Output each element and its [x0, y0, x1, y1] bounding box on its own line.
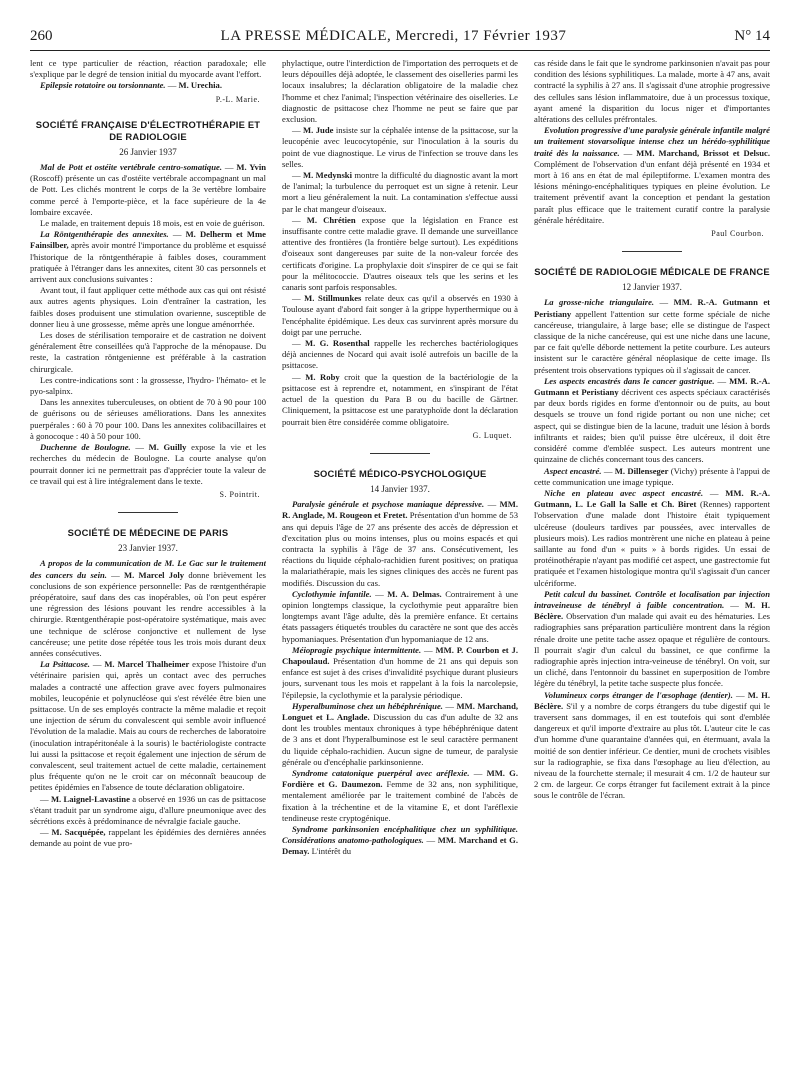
article-body: Contrairement à une opinion longtemps classique, la cyclothymie peut apparaître bien longtemps avant l'âge adulte, dès la première enfance. Et certains états passagers étiquetés troubles du caractère ne sont que des accès hypomaniaques. Présentation d'un hypomaniaque de 12 ans. — [282, 588, 518, 644]
article-body: appellent l'attention sur cette forme spéciale de niche cancéreuse, triangulaire, à large base; elle se distingue de l'aspect classique de la niche cancéreuse, qui est une niche dans une lacune, par ce fait qu'elle déborde nettement la petite courbure. Les auteurs insistent sur le caractère général néoplasique de cette image. Ils présentent trois observations typiques où il s'agissait de cancer. — [534, 308, 770, 375]
signature: G. Luquet. — [472, 430, 512, 440]
article-heading: Les aspects encastrés dans le cancer gastrique. — [544, 375, 715, 386]
article-body: Femme de 32 ans, non syphilitique, mentalement améliorée par le traitement combiné de l'abcès de fixation à la tréchentine et de la vitamine E, et dont l'aréflexie tendineuse reste cryptogénique. — [282, 779, 518, 823]
article-author: M. Marcel Thalheimer — [104, 659, 190, 670]
column-3 — [534, 58, 770, 1070]
article-heading: Cyclothymie infantile. — [292, 588, 372, 599]
paragraph: phylactique, outre l'interdiction de l'importation des perroquets et de leurs dépouilles déjà adoptée, le classement des oiselleries parmi les locaux insalubres; la déclaration obligatoire de la maladie chez l'homme et chez l'animal; l'inspection vétérinaire des oiselleries. Le diagnostic de psittacose chez l'homme ne peut se faire que par exclusion. — [282, 58, 518, 125]
article-author: MM. G. Fordière et G. Daumezon. — [282, 767, 518, 790]
article-petit-calcul: Petit calcul du bassinet. Contrôle et localisation par injection intraveineuse de ténébryl à faible concentration. — M. H. Béclère. Observation d'un malade qui avait eu des hématuries. Les radiographies sans préparation particulière montrent dans la région rénale droite une petite tache assez opaque et régulière de contours. Il pourrait s'agir d'un calcul du bassinet, ce que confirme la radiographie après injection intra-veineuse de ténébryl. On voit, sur un cliché, dans l'entonnoir du bassinet en superposition de l'ombre légère du ténébryl, la petite tache suspecte plus foncée. — [534, 588, 770, 689]
article-author: M. Chrétien — [306, 214, 356, 225]
article-heading: Syndrome catatonique puerpéral avec aréflexie. — [292, 767, 470, 778]
article-body: montre la difficulté du diagnostic avant la mort de l'animal; la turbulence du perroquet est un signe à retenir. Leur mort a lieu généralement la nuit. La contamination s'effectue aussi par le chat mangeur d'oiseaux. — [282, 170, 518, 214]
article-aspects-encastres: Les aspects encastrés dans le cancer gastrique. — MM. R.-A. Gutmann et Peristiany décrivent ces aspects spéciaux caractérisés par deux bords rigides en forme d'entonnoir ou de puits, au bout desquels se trouve un fond rigide portant ou non une niche; cet aspect, qui se distingue bien de la lacune, traduit une lésion à bords infiltrants et raides; bien qu'il puisse être ulcéreux, il doit être considéré comme d'emblée suspect. Les auteurs montrent une quinzaine de clichés concernant tous des cancers. — [534, 375, 770, 465]
paragraph: — M. G. Rosenthal rappelle les recherches bactériologiques déjà anciennes de Nocard qui avait isolé autrefois un bacille de la psittacose. — [282, 338, 518, 371]
paragraph: Dans les annexites tuberculeuses, on obtient de 70 à 90 pour 100 de guérisons ou de sérieuses améliorations. Dans les annexites puerpérales : 60 à 70 pour 100. Dans les annexites colibacillaires et à gonocoque : 40 à 50 pour 100. — [30, 397, 266, 441]
article-body: insiste sur la céphalée intense de la psittacose, sur la leucopénie avec leucocytopénie, sur l'inoculation à la souris du point de vue diagnostique. Le virus de l'infection se trouve dans les selles. — [282, 125, 518, 169]
article-heading: Syndrome parkinsonien encéphalitique chez un syphilitique. Considérations anatomo-pathologiques. — [282, 824, 518, 846]
article-body: S'il y a nombre de corps étrangers du tube digestif qui le traversent sans dommages, il en est toutefois qui sont d'emblée dangereux et qu'il importe d'extraire au plus tôt. L'auteur cite le cas d'un homme d'une quarantaine d'années qui, en étermuant, avala la moitié de son dentier inférieur. Ce dentier, muni de crochets visibles sur la radiographie, se fixa dans l'œsophage au lieu d'élection, au niveau de la fourchette sternale; il mesurait 4 cm. 1/2 de hauteur sur 2 cm. de largeur. Ce corps étranger fut facilement extrait à la pince sous le contrôle de l'écran. — [534, 700, 770, 801]
article-author: M. Laignel-Lavastine — [50, 793, 130, 804]
paragraph: Le malade, en traitement depuis 18 mois, est en voie de guérison. — [40, 218, 265, 229]
section-date: 23 Janvier 1937. — [118, 543, 178, 554]
section-title: SOCIÉTÉ MÉDICO-PSYCHOLOGIQUE — [313, 467, 487, 479]
paragraph: — M. Roby croit que la question de la bactériologie de la psittacose est à reprendre et, notamment, en s'inspirant de l'état actuel de la question du Para B ou du bacille de Gärtner. Cliniquement, la psittacose est une paratyphoïde dont la déclaration pourrait bien être considérée comme obligatoire. — [282, 371, 518, 427]
article-rontgentherapie: La Röntgenthérapie des annexites. — M. Delherm et Mme Fainsilber, après avoir montré l'importance du problème et esquissé l'historique de la röntgenthérapie à faibles doses, couramment pratiquée à l'étranger dans les annexites, citent 30 cas personnels et arrivent aux conclusions suivantes : — [30, 229, 266, 285]
article-heading: Volumineux corps étranger de l'œsophage (dentier). — [544, 689, 733, 700]
article-duchenne: Duchenne de Boulogne. — M. Guilly expose la vie et les recherches du médecin de Boulogne. La courte analyse qu'on pourrait donner ici ne permettrait pas d'apprécier toute la valeur de ce travail qui est à lire intégralement dans le texte. — [30, 442, 266, 486]
article-catatonique: Syndrome catatonique puerpéral avec aréflexie. — MM. G. Fordière et G. Daumezon. Femme de 32 ans, non syphilitique, mentalement améliorée par le traitement combiné de l'abcès de fixation à la tréchentine et de la vitamine E, et dont l'aréflexie tendineuse reste cryptogénique. — [282, 767, 518, 823]
section-title: SOCIÉTÉ DE RADIOLOGIE MÉDICALE DE FRANCE — [534, 266, 770, 278]
article-epilepsie: Epilepsie rotatoire ou torsionnante. — M. Urechia. — [40, 80, 222, 91]
article-grosse-niche: La grosse-niche triangulaire. — MM. R.-A. Gutmann et Peristiany appellent l'attention sur cette forme spéciale de niche cancéreuse, triangulaire, à large base; elle se distingue de l'aspect classique de la niche cancéreuse, qui est une niche dans une lacune, par ce fait qu'elle déborde nettement la petite courbure. Les auteurs insistent sur le caractère général néoplasique de cette image. Ils présentent trois observations typiques où il s'agissait de cancer. — [534, 297, 770, 375]
paragraph: Avant tout, il faut appliquer cette méthode aux cas qui ont résisté aux autres agents physiques. Loin d'entraîner la castration, les faibles doses produisent une stimulation ovarienne, susceptible de donner lieu à une grossesse, même après une longue aménorrhée. — [30, 285, 266, 329]
article-heading: Evolution progressive d'une paralysie générale infantile malgré un traitement stovarsolique intense chez un hérédo-syphilitique traité dès la naissance. — [534, 125, 770, 158]
article-author: M. Yvin — [236, 162, 266, 173]
article-author: M. A. Delmas. — [387, 588, 442, 599]
article-body: expose la vie et les recherches du médecin de Boulogne. La courte analyse qu'on pourrait donner ici ne permettrait pas d'apprécier toute la valeur de ce travail qui est à lire intégralement dans le texte. — [30, 442, 266, 486]
article-author: MM. P. Courbon et J. Chapoulaud. — [282, 644, 518, 666]
article-heading: Niche en plateau avec aspect encastré. — [544, 487, 704, 498]
article-columns — [30, 58, 770, 1070]
article-author: MM. R.-A. Gutmann et Peristiany — [534, 375, 770, 398]
signature: Paul Courbon. — [711, 229, 764, 239]
article-heading: Méiopragie psychique intermittente. — [292, 644, 422, 655]
section-date: 26 Janvier 1937 — [119, 146, 177, 157]
signature: S. Pointrit. — [219, 489, 260, 499]
page-header — [30, 28, 770, 51]
article-hyperalbuminose: Hyperalbuminose chez un hébéphrénique. — MM. Marchand, Longuet et L. Anglade. Discussion du cas d'un adulte de 32 ans dont les troubles mentaux chroniques à type hébéphrénique datent de 3 ans et dont l'hyperalbuminose est le seul caractère permanent du liquide céphalo-rachidien. Aucun signe de tumeur, de paralysie générale ou d'encéphalie parkinsonienne. — [282, 700, 518, 767]
article-psittacose: La Psittacose. — M. Marcel Thalheimer expose l'histoire d'un vétérinaire parisien qui, après un contact avec des perruches malades a contracté une affection grave avec foyers pulmonaires mobiles, leucopénie et polynucléose qui s'est révélée être bien une psittacose. Un de ses employés contracte la même maladie et reçoit une injection de sérum du convalescent qui semble avoir influencé l'évolution de la maladie. Mais au cours de recherches de laboratoire (inoculation intrapéritonéale à la souris) le bactériologiste contracte lui aussi la psittacose et reçoit également une injection de sérum de convalescent, seul traitement actuel de cette maladie, certainement plus fréquente qu'on ne le croit car on méconnaît beaucoup de petites épidémies en l'absence de toute déclaration obligatoire. — [30, 659, 266, 793]
signature: P.-L. Marie. — [215, 94, 260, 104]
paragraph: Les contre-indications sont : la grossesse, l'hydro- l'hémato- et le pyo-salpinx. — [30, 374, 266, 397]
paragraph: — M. Jude insiste sur la céphalée intense de la psittacose, sur la leucopénie avec leucocytopénie, sur l'inoculation à la souris du point de vue diagnostique. Le virus de l'infection se trouve dans les selles. — [282, 125, 518, 169]
section-divider — [118, 512, 178, 513]
paragraph: — M. Stillmunkes relate deux cas qu'il a observés en 1930 à Toulouse ayant d'abord fait songer à la grippe hyperthermique ou à l'encéphalite épidémique. Les deux cas survinrent après morsure du doigt par une perruche. — [282, 293, 518, 337]
article-author: M. H. Béclère. — [534, 689, 770, 711]
column-2 — [282, 58, 518, 1070]
article-author: MM. Marchand, Brissot et Delsuc. — [636, 147, 770, 158]
article-body: relate deux cas qu'il a observés en 1930 à Toulouse ayant d'abord fait songer à la grippe hyperthermique ou à l'encéphalite épidémique. Les deux cas survinrent après morsure du doigt par une perruche. — [282, 293, 518, 337]
article-body: Présentation d'un homme de 53 ans qui depuis l'âge de 27 ans présente des accès de dépression et d'excitation plus ou moins intenses, plus ou moins espacés et qui contracta la syphilis à l'âge de 37 ans. Consécutivement, les réactions du liquide céphalo-rachidien furent positives; on pratiqua la malariathérapie, mais les signes cliniques des accès ne furent pas modifiés. Discussion du cas. — [282, 510, 518, 588]
article-body: décrivent ces aspects spéciaux caractérisés par deux bords rigides en forme d'entonnoir ou de puits, au bout desquels se trouve un fond rigide portant ou non une niche; cet aspect, qui se distingue bien de la lacune, traduit une lésion à bords infiltrants et raides; bien qu'il puisse être ulcéreux, il doit être considéré comme d'emblée suspect. Les auteurs montrent une quinzaine de clichés concernant tous des cancers. — [534, 387, 770, 465]
article-author: M. Delherm et Mme Fainsilber, — [30, 229, 266, 251]
section-date: 14 Janvier 1937. — [370, 483, 430, 494]
article-author: MM. R.-A. Gutmann et Peristiany — [534, 297, 770, 319]
article-body: croit que la question de la bactériologie de la psittacose est à reprendre et, notamment, en s'inspirant de l'état actuel de la question du Para B ou du bacille de Gärtner. Cliniquement, la psittacose est une paratyphoïde dont la déclaration pourrait bien être considérée comme obligatoire. — [282, 371, 518, 427]
paragraph: — M. Laignel-Lavastine a observé en 1936 un cas de psittacose s'étant traduit par un syndrome aigu, d'allure pneumonique avec des sécrétions excès à prédominance de névralgie faciale gauche. — [30, 793, 266, 826]
page-number: 260 — [30, 28, 53, 44]
article-body: (Rennes) rapportent l'observation d'une malade dont l'histoire était typiquement ulcéreuse (douleurs tardives par poussées, avec intervalles de plusieurs mois). Les radios montrèrent une niche en plateau à peine saillante au fond d'un « puits » à bords rigides. Un essai de protéinothérapie n'ayant pas modifié cet aspect, une gastrectomie fut pratiquée et l'examen histologique montra qu'il s'agissait d'un cancer ulcériforme. — [534, 499, 770, 588]
paragraph: Les doses de stérilisation temporaire et de castration ne doivent généralement être conseillées qu'à l'approche de la ménopause. Du reste, la castration röntgenienne est préférable à la castration chirurgicale. — [30, 330, 266, 374]
article-body: Observation d'un malade qui avait eu des hématuries. Les radiographies sans préparation particulière montrent dans la région rénale droite une petite tache assez opaque et régulière de contours. Il pourrait s'agir d'un calcul du bassinet, ce que confirme la radiographie après injection intra-veineuse de ténébryl. On voit, sur un cliché, dans l'entonnoir du bassinet en superposition de l'ombre légère du ténébryl, la petite tache suspecte plus foncée. — [534, 611, 770, 689]
section-divider — [370, 453, 430, 454]
article-parkinsonien: Syndrome parkinsonien encéphalitique chez un syphilitique. Considérations anatomo-pathologiques. — MM. Marchand et G. Demay. L'intérêt du — [282, 824, 518, 857]
column-1 — [30, 58, 266, 1070]
article-author: M. Sacquépée, — [51, 827, 106, 838]
article-cancers-du-sein: A propos de la communication de M. Le Gac sur le traitement des cancers du sein. — M. Marcel Joly donne brièvement les conclusions de son expérience personnelle: Pas de rœntgenthérapie préopératoire, sauf dans des cas inopérables, où l'on peut espérer une régression des lésions pouvant les rendre accessibles à la chirurgie. Rœntgenthérapie post-opératoire systématique, mais avec une technique de sclérose conjonctive et nullement de lyse cancéreuse; une petite dose répétée tous les trois mois durant deux années consécutives. — [30, 558, 266, 658]
paragraph: — M. Chrétien expose que la législation en France est insuffisante contre cette maladie grave. Il demande une surveillance attentive des frontières (la frontière belge surtout). Les expéditions d'oiseaux sont dangereuses par suite de la non-valeur forcée des certificats d'origine. La prophylaxie doit s'inspirer de ce qui se fait pour la mélitococcie. D'autres oiseaux tels que les serins et les canaris sont parfois responsables. — [282, 214, 518, 293]
issue-number: N° 14 — [734, 28, 770, 44]
article-aspect-encastre: Aspect encastré. — M. Dillenseger (Vichy) présente à l'appui de cette communication une image typique. — [534, 465, 770, 487]
article-evolution-progressive: Evolution progressive d'une paralysie générale infantile malgré un traitement stovarsolique intense chez un hérédo-syphilitique traité dès la naissance. — MM. Marchand, Brissot et Delsuc. Complément de l'observation d'un enfant déjà présenté en 1934 et mort à 16 ans en état de mal épileptiforme. L'examen montra des lésions méningo-encéphalitiques typiques en pleine évolution. Le traitement préventif avant la conception et pendant la gestation paraît plus efficace que le traitement curatif contre la paralysie générale héréditaire. — [534, 125, 770, 225]
article-heading: La Psittacose. — [40, 659, 90, 670]
article-author: M. Guilly — [148, 442, 187, 453]
section-title: SOCIÉTÉ FRANÇAISE D'ÉLECTROTHÉRAPIE ET DE RADIOLOGIE — [35, 118, 261, 142]
article-body: a observé en 1936 un cas de psittacose s'étant traduit par un syndrome aigu, d'allure pneumonique avec des sécrétions excès à prédominance de névralgie faciale gauche. — [30, 793, 266, 826]
article-heading: Paralysie générale et psychose maniaque dépressive. — [292, 499, 485, 510]
article-body: expose l'histoire d'un vétérinaire parisien qui, après un contact avec des perruches malades a contracté une affection grave avec foyers pulmonaires mobiles, leucopénie et polynucléose qui s'est révélée être bien une psittacose. Un de ses employés contracte la même maladie et reçoit une injection de sérum du convalescent qui semble avoir influencé l'évolution de la maladie. Mais au cours de recherches de laboratoire (inoculation intrapéritonéale à la souris) le bactériologiste contracte lui aussi la psittacose et reçoit également une injection de sérum de convalescent, seul traitement actuel de cette maladie, certainement plus fréquente qu'on ne le croit car on méconnaît beaucoup de petites épidémies en l'absence de toute déclaration obligatoire. — [30, 659, 266, 793]
paragraph: cas réside dans le fait que le syndrome parkinsonien n'avait pas pour condition des lésions syphilitiques. La malade, morte à 47 ans, avait contracté la syphilis à 27 ans. Il s'agissait d'une atrophie progressive des cellules sans lésion inflammatoire, due à un processus toxique, ayant amené la disparition du locus niger et d'importantes altérations des cellules préfrontales. — [534, 58, 770, 125]
article-heading: Hyperalbuminose chez un hébéphrénique. — [292, 700, 443, 711]
article-author: M. Stillmunkes — [304, 293, 362, 304]
article-body: L'intérêt du — [311, 846, 352, 857]
journal-title: LA PRESSE MÉDICALE, Mercredi, 17 Février 1937 — [220, 28, 567, 44]
article-author: M. G. Rosenthal — [305, 338, 370, 349]
article-cyclothymie: Cyclothymie infantile. — M. A. Delmas. Contrairement à une opinion longtemps classique, la cyclothymie peut apparaître bien longtemps avant l'âge adulte, dès la première enfance. Et certains états passagers étiquetés troubles du caractère ne sont que des accès hypomaniaques. Présentation d'un hypomaniaque de 12 ans. — [282, 588, 518, 644]
article-author: MM. Marchand et G. Demay. — [282, 835, 518, 857]
article-body: après avoir montré l'importance du problème et esquissé l'historique de la röntgenthérapie à faibles doses, couramment pratiquée à l'étranger dans les annexites, citent 30 cas personnels et arrivent aux conclusions suivantes : — [30, 240, 266, 285]
article-heading: La grosse-niche triangulaire. — [544, 297, 655, 308]
article-author: MM. Marchand, Longuet et L. Anglade. — [282, 700, 518, 722]
paragraph: lent ce type particulier de réaction, réaction paradoxale; elle s'explique par le degré de tension initial du myocarde avant l'effort. — [30, 58, 266, 80]
article-body: rappelant les épidémies des dernières années demande au point de vue pro- — [30, 827, 266, 849]
article-paralysie-generale: Paralysie générale et psychose maniaque dépressive. — MM. R. Anglade, M. Rougeon et Fretet. Présentation d'un homme de 53 ans qui depuis l'âge de 27 ans présente des accès de dépression et d'excitation plus ou moins intenses, plus ou moins espacés et qui contracta la syphilis à l'âge de 37 ans. Consécutivement, les réactions du liquide céphalo-rachidien furent positives; on pratiqua la malariathérapie, mais les signes cliniques des accès ne furent pas modifiés. Discussion du cas. — [282, 499, 518, 588]
article-author: M. Medynski — [303, 170, 352, 181]
article-author: M. H. Béclère. — [534, 599, 770, 622]
section-title: SOCIÉTÉ DE MÉDECINE DE PARIS — [67, 527, 229, 539]
article-mal-de-pott: Mal de Pott et ostéite vertébrale centro-somatique. — M. Yvin (Roscoff) présente un cas d'ostéite vertébrale accompagnant un mal de Pott. Les clichés montrent le corps de la 3e vertèbre lombaire comme percé à l'emporte-pièce, et la face supérieure de la 4e lombaire excavée. — [30, 162, 266, 217]
article-meiopragie: Méiopragie psychique intermittente. — MM. P. Courbon et J. Chapoulaud. Présentation d'un homme de 21 ans qui depuis son enfance est sujet à des crises d'invalidité psychique durant plusieurs jours, survenant tous les mois et rappelant à la fois la narcolepsie, l'épilepsie, la cyclothymie et la paralysie périodique. — [282, 644, 518, 700]
section-date: 12 Janvier 1937. — [622, 282, 682, 293]
article-heading: Duchenne de Boulogne. — [40, 442, 131, 453]
article-body: rappelle les recherches bactériologiques déjà anciennes de Nocard qui avait isolé autrefois un bacille de la psittacose. — [282, 338, 518, 371]
article-body: (Vichy) présente à l'appui de cette communication une image typique. — [534, 465, 770, 487]
paragraph: — M. Sacquépée, rappelant les épidémies des dernières années demande au point de vue pro- — [30, 827, 266, 849]
article-author: MM. R.-A. Gutmann, L. Le Gall la Salle et Ch. Biret — [534, 487, 770, 510]
article-author: MM. R. Anglade, M. Rougeon et Fretet. — [282, 499, 518, 521]
article-author: M. Marcel Joly — [123, 569, 185, 580]
paragraph: — M. Medynski montre la difficulté du diagnostic avant la mort de l'animal; la turbulence du perroquet est un signe à retenir. Leur mort a lieu généralement la nuit. La contamination s'effectue aussi par le chat mangeur d'oiseaux. — [282, 170, 518, 214]
article-author: M. Urechia. — [178, 80, 222, 91]
article-author: M. Roby — [305, 371, 340, 382]
article-heading: Aspect encastré. — [544, 465, 602, 476]
article-corps-etranger: Volumineux corps étranger de l'œsophage (dentier). — M. H. Béclère. S'il y a nombre de corps étrangers du tube digestif qui le traversent sans dommages, il en est toutefois qui sont d'emblée dangereux et qu'il importe d'extraire au plus tôt. L'auteur cite le cas d'un homme d'une quarantaine d'années qui, en étermuant, avala la moitié de son dentier inférieur. Ce dentier, muni de crochets visibles sur la radiographie, se fixa dans l'œsophage au lieu d'élection, au niveau de la fourchette sternale; il mesurait 4 cm. 1/2 de hauteur sur 2 cm. de largeur. Ce corps étranger fut facilement extrait à la pince sous le contrôle de l'écran. — [534, 689, 770, 801]
article-body: (Roscoff) présente un cas d'ostéite vertébrale accompagnant un mal de Pott. Les clichés montrent le corps de la 3e vertèbre lombaire comme percé à l'emporte-pièce, et la face supérieure de la 4e lombaire excavée. — [30, 173, 266, 217]
article-niche-en-plateau: Niche en plateau avec aspect encastré. — MM. R.-A. Gutmann, L. Le Gall la Salle et Ch. Biret (Rennes) rapportent l'observation d'une malade dont l'histoire était typiquement ulcéreuse (douleurs tardives par poussées, avec intervalles de plusieurs mois). Les radios montrèrent une niche en plateau à peine saillante au fond d'un « puits » à bords rigides. Un essai de protéinothérapie n'ayant pas modifié cet aspect, une gastrectomie fut pratiquée et l'examen histologique montra qu'il s'agissait d'un cancer ulcériforme. — [534, 487, 770, 588]
article-body: donne brièvement les conclusions de son expérience personnelle: Pas de rœntgenthérapie préopératoire, sauf dans des cas inopérables, où l'on peut espérer une régression des lésions pouvant les rendre accessibles à la chirurgie. Rœntgenthérapie post-opératoire systématique, mais avec une technique de sclérose conjonctive et nullement de lyse cancéreuse; une petite dose répétée tous les trois mois durant deux années consécutives. — [30, 569, 266, 658]
article-heading: Epilepsie rotatoire ou torsionnante. — [40, 80, 166, 91]
article-heading: Mal de Pott et ostéite vertébrale centro-somatique. — [40, 162, 222, 173]
article-body: Présentation d'un homme de 21 ans qui depuis son enfance est sujet à des crises d'invalidité psychique durant plusieurs jours, survenant tous les mois et rappelant à la fois la narcolepsie, l'épilepsie, la cyclothymie et la paralysie périodique. — [282, 655, 518, 700]
article-heading: Petit calcul du bassinet. Contrôle et localisation par injection intraveineuse de ténébryl à faible concentration. — [534, 588, 770, 610]
article-body: Complément de l'observation d'un enfant déjà présenté en 1934 et mort à 16 ans en état de mal épileptiforme. L'examen montra des lésions méningo-encéphalitiques typiques en pleine évolution. Le traitement préventif avant la conception et pendant la gestation paraît plus efficace que le traitement curatif contre la paralysie générale héréditaire. — [534, 158, 770, 225]
article-author: M. Dillenseger — [614, 465, 669, 476]
article-heading: A propos de la communication de M. Le Gac sur le traitement des cancers du sein. — [30, 558, 266, 580]
article-author: M. Jude — [303, 125, 334, 136]
section-divider — [622, 251, 682, 252]
article-heading: La Röntgenthérapie des annexites. — [40, 229, 169, 240]
article-body: expose que la législation en France est insuffisante contre cette maladie grave. Il demande une surveillance attentive des frontières (la frontière belge surtout). Les expéditions d'oiseaux sont dangereuses par suite de la non-valeur forcée des certificats d'origine. La prophylaxie doit s'inspirer de ce qui se fait pour la mélitococcie. D'autres oiseaux tels que les serins et les canaris sont parfois responsables. — [282, 214, 518, 293]
article-body: Discussion du cas d'un adulte de 32 ans dont les troubles mentaux chroniques à type hébéphrénique datent de 3 ans et dont l'hyperalbuminose est le seul caractère permanent du liquide céphalo-rachidien. Aucun signe de tumeur, de paralysie générale ou d'encéphalie parkinsonienne. — [282, 711, 518, 767]
